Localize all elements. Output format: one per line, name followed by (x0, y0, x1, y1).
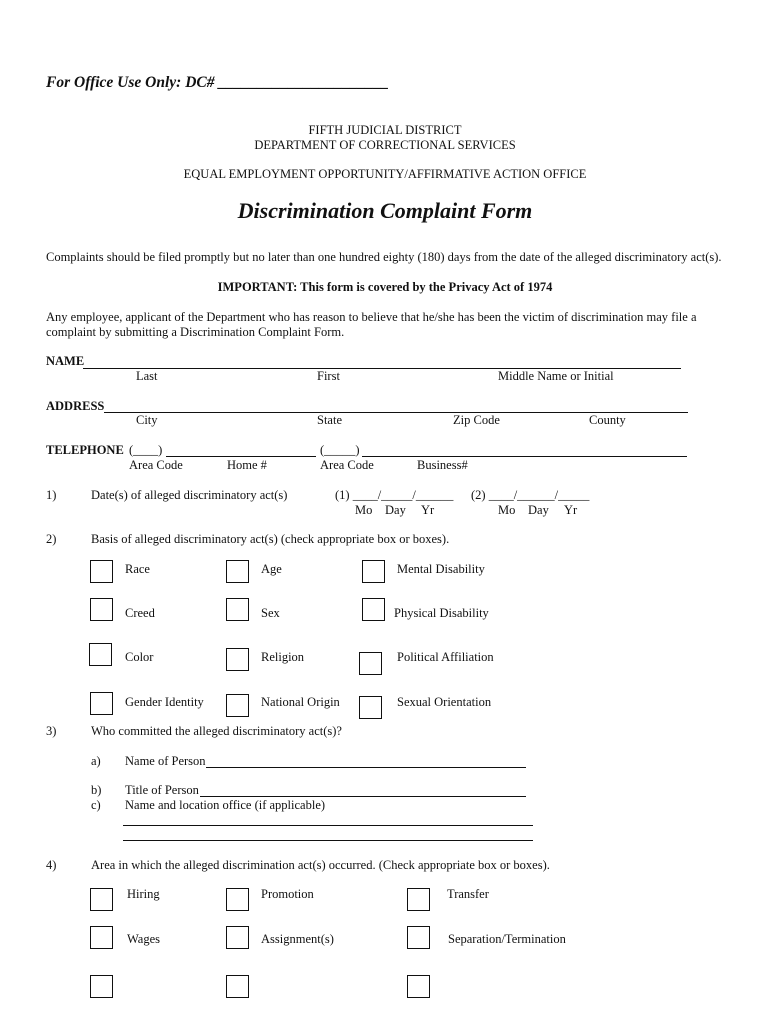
q4-number: 4) (46, 858, 57, 872)
telephone-business-area-paren: (_____) (320, 443, 360, 457)
checkbox-race[interactable] (90, 560, 113, 583)
checkbox-gender-identity[interactable] (90, 692, 113, 715)
checkbox-wages[interactable] (90, 926, 113, 949)
eligibility-text: Any employee, applicant of the Department who has reason to believe that he/she has been the victim of discrimination may file a complaint by submitting a Discrimination Complaint Form. (46, 310, 697, 339)
address-sub-zip: Zip Code (453, 413, 500, 427)
telephone-home-input-line[interactable] (166, 456, 316, 457)
q1-date1-day: Day (385, 503, 406, 517)
telephone-sub-home: Home # (227, 458, 267, 472)
q1-label: Date(s) of alleged discriminatory act(s) (91, 488, 288, 502)
checkbox-hiring[interactable] (90, 888, 113, 911)
header-district: FIFTH JUDICIAL DISTRICT (308, 123, 462, 137)
q1-number: 1) (46, 488, 57, 502)
office-location-input-line-1[interactable] (123, 825, 533, 826)
checkbox-assignments[interactable] (226, 926, 249, 949)
option-race-label: Race (125, 562, 150, 576)
q1-date1-yr: Yr (421, 503, 435, 517)
telephone-sub-business: Business# (417, 458, 468, 472)
person-name-input-line[interactable] (206, 767, 526, 768)
option-creed-label: Creed (125, 606, 155, 620)
address-label: ADDRESS (46, 399, 105, 413)
person-title-input-line[interactable] (200, 796, 526, 797)
q3-label: Who committed the alleged discriminatory act(s)? (91, 724, 342, 738)
q1-date1-mo: Mo (355, 503, 373, 517)
option-promotion-label: Promotion (261, 887, 314, 901)
option-gender-identity-label: Gender Identity (125, 695, 204, 709)
address-sub-state: State (317, 413, 342, 427)
checkbox-unlabeled-3[interactable] (407, 975, 430, 998)
telephone-label: TELEPHONE (46, 443, 124, 457)
filing-deadline-text: Complaints should be filed promptly but no later than one hundred eighty (180) days from the date of the alleged discriminatory act(s). (46, 250, 722, 264)
privacy-act-notice: IMPORTANT: This form is covered by the Privacy Act of 1974 (217, 280, 553, 294)
option-physical-disability-label: Physical Disability (394, 606, 489, 620)
option-mental-disability-label: Mental Disability (397, 562, 485, 576)
checkbox-physical-disability[interactable] (362, 598, 385, 621)
q3a-letter: a) (91, 754, 101, 768)
q2-number: 2) (46, 532, 57, 546)
checkbox-color[interactable] (89, 643, 112, 666)
option-sexual-orientation-label: Sexual Orientation (397, 695, 492, 709)
option-age-label: Age (261, 562, 282, 576)
checkbox-age[interactable] (226, 560, 249, 583)
name-sub-middle: Middle Name or Initial (498, 369, 614, 383)
telephone-business-input-line[interactable] (362, 456, 687, 457)
address-sub-county: County (589, 413, 626, 427)
checkbox-religion[interactable] (226, 648, 249, 671)
option-assignments-label: Assignment(s) (261, 932, 334, 946)
option-color-label: Color (125, 650, 154, 664)
q1-date2-mo: Mo (498, 503, 516, 517)
header-eeo-office: EQUAL EMPLOYMENT OPPORTUNITY/AFFIRMATIVE ACTION OFFICE (183, 167, 587, 181)
option-hiring-label: Hiring (127, 887, 160, 901)
q3c-label: Name and location office (if applicable) (125, 798, 326, 812)
form-title: Discrimination Complaint Form (237, 198, 533, 223)
option-transfer-label: Transfer (447, 887, 489, 901)
checkbox-promotion[interactable] (226, 888, 249, 911)
option-separation-termination-label: Separation/Termination (448, 932, 566, 946)
q3a-label: Name of Person (125, 754, 206, 768)
q1-date2-yr: Yr (564, 503, 578, 517)
checkbox-national-origin[interactable] (226, 694, 249, 717)
address-sub-city: City (136, 413, 158, 427)
checkbox-unlabeled-2[interactable] (226, 975, 249, 998)
checkbox-mental-disability[interactable] (362, 560, 385, 583)
q1-date1-input[interactable]: (1) ____/_____/______ (335, 488, 454, 502)
telephone-sub-area-code-home: Area Code (129, 458, 183, 472)
telephone-home-area-paren: (____) (129, 443, 163, 457)
checkbox-sex[interactable] (226, 598, 249, 621)
option-wages-label: Wages (127, 932, 161, 946)
checkbox-sexual-orientation[interactable] (359, 696, 382, 719)
name-label: NAME (46, 354, 85, 368)
checkbox-political-affiliation[interactable] (359, 652, 382, 675)
checkbox-separation-termination[interactable] (407, 926, 430, 949)
q2-label: Basis of alleged discriminatory act(s) (check appropriate box or boxes). (91, 532, 450, 546)
checkbox-unlabeled-1[interactable] (90, 975, 113, 998)
q3c-letter: c) (91, 798, 101, 812)
q1-date2-day: Day (528, 503, 549, 517)
checkbox-creed[interactable] (90, 598, 113, 621)
q3b-label: Title of Person (125, 783, 199, 797)
option-national-origin-label: National Origin (261, 695, 340, 709)
header-department: DEPARTMENT OF CORRECTIONAL SERVICES (254, 138, 516, 152)
q1-date2-input[interactable]: (2) ____/______/_____ (471, 488, 590, 502)
option-sex-label: Sex (261, 606, 280, 620)
q3-number: 3) (46, 724, 57, 738)
name-sub-first: First (317, 369, 340, 383)
checkbox-transfer[interactable] (407, 888, 430, 911)
option-religion-label: Religion (261, 650, 305, 664)
q4-label: Area in which the alleged discrimination act(s) occurred. (Check appropriate box or boxes). (91, 858, 550, 872)
telephone-sub-area-code-business: Area Code (320, 458, 374, 472)
office-location-input-line-2[interactable] (123, 840, 533, 841)
option-political-affiliation-label: Political Affiliation (397, 650, 494, 664)
q3b-letter: b) (91, 783, 102, 797)
name-sub-last: Last (136, 369, 158, 383)
office-use-label: For Office Use Only: DC# ______________________ (46, 74, 389, 91)
